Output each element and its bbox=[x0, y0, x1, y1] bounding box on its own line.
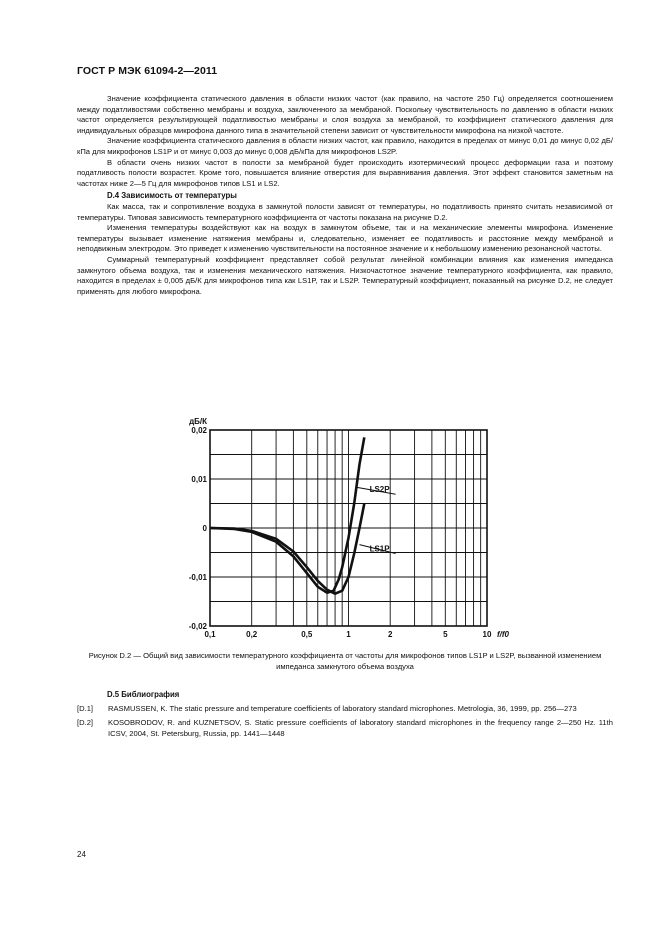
series-line-ls2p bbox=[210, 437, 364, 592]
paragraph: В области очень низких частот в полости за мембраной будет происходить изотермический процесс деформации газа и поэтому податливость полости возрастет. Кроме того, повышается влияние отверстия для выравнивания давления. Этот эффект становится заметным на частотах ниже 2—5 Гц для микрофонов типов LS1 и LS2. bbox=[77, 157, 613, 188]
figure-caption: Рисунок D.2 — Общий вид зависимости температурного коэффициента от частоты для микрофонов типов LS1P и LS2P, вызванной изменением импеданса замкнутого объема воздуха bbox=[88, 651, 602, 671]
x-tick-label: 10 bbox=[482, 630, 492, 639]
reference-item bbox=[77, 718, 613, 740]
x-axis-label: f/f0 bbox=[497, 630, 509, 639]
bibliography-list bbox=[77, 704, 613, 742]
reference-item bbox=[77, 704, 613, 715]
paragraph: Суммарный температурный коэффициент представляет собой результат линейной комбинации влияния как изменения импеданса замкнутого объема воздуха, так и изменения механического натяжения. Низкочастотное значение температурного коэффициента, как правило, находится в пределах ± 0,005 дБ/К для микрофонов типа как LS1P, так и LS2P. Температурный коэффициент, показанный на рисунке D.2, не следует применять для любого микрофона. bbox=[77, 254, 613, 296]
y-axis-label: дБ/К bbox=[189, 417, 207, 426]
x-tick-label: 0,5 bbox=[301, 630, 313, 639]
x-tick-label: 5 bbox=[443, 630, 448, 639]
x-tick-label: 0,2 bbox=[246, 630, 258, 639]
paragraph: Как масса, так и сопротивление воздуха в замкнутой полости зависят от температуры, но податливость принято считать независимой от температуры. Типовая зависимость температурного коэффициента от частоты показана на рисунке D.2. bbox=[77, 201, 613, 222]
paragraph: Значение коэффициента статического давления в области низких частот (как правило, на частоте 250 Гц) определяется соотношением между податливостями собственно мембраны и воздуха, заключенного за мембраной. Поскольку чувствительность по давлению в области низких частот определяется результирующей податливостью мембраны и слоя воздуха за мембраной, то коэффициент статического давления для индивидуальных образцов микрофона данного типа в значительной степени зависит от чувствительности микрофона на низкой частоте. bbox=[77, 94, 613, 135]
reference-text: KOSOBRODOV, R. and KUZNETSOV, S. Static pressure coefficients of laboratory standard microphones in the frequency range 2—250 Hz. 11th ICSV, 2004, St. Petersburg, Russia, pp. 1441—1448 bbox=[108, 717, 613, 738]
document-header: ГОСТ Р МЭК 61094-2—2011 bbox=[77, 65, 218, 77]
x-tick-label: 2 bbox=[387, 630, 393, 639]
paragraph: Значение коэффициента статического давления в области низких частот, как правило, находится в пределах от минус 0,01 до минус 0,02 дБ/кПа для микрофонов LS1P и от минус 0,003 до минус 0,008 дБ/кПа для микрофонов LS2P. bbox=[77, 136, 613, 156]
body-text bbox=[77, 94, 613, 297]
chart-svg bbox=[170, 408, 520, 648]
y-tick-label: 0,01 bbox=[191, 475, 207, 484]
series-label-ls2p: LS2P bbox=[369, 485, 390, 495]
page-number: 24 bbox=[77, 850, 86, 859]
reference-number: [D.2] bbox=[77, 717, 94, 727]
series-line-ls1p bbox=[210, 504, 364, 594]
x-tick-label: 0,1 bbox=[204, 630, 216, 639]
section-heading-d5: D.5 Библиография bbox=[107, 690, 180, 699]
x-tick-label: 1 bbox=[346, 630, 351, 639]
y-tick-label: 0,02 bbox=[191, 426, 207, 435]
y-tick-label: -0,02 bbox=[188, 622, 207, 631]
temperature-coefficient-chart bbox=[170, 408, 520, 648]
y-tick-label: 0 bbox=[202, 524, 207, 533]
y-tick-label: -0,01 bbox=[188, 573, 207, 582]
paragraph: Изменения температуры воздействуют как на воздух в замкнутом объеме, так и на механические элементы микрофона. Изменение температуры вызывает изменение натяжения мембраны и, следовательно, изменяет ее податливость и расстояние между мембраной и неподвижным электродом. Это приведет к изменению чувствительности на постоянное значение и к небольшому изменению резонансной частоты. bbox=[77, 223, 613, 254]
reference-number: [D.1] bbox=[77, 704, 94, 713]
reference-text: RASMUSSEN, K. The static pressure and temperature coefficients of laboratory standard microphones. Metrologia, 36, 1999, pp. 256—273 bbox=[108, 704, 577, 713]
section-heading-d4: D.4 Зависимость от температуры bbox=[107, 191, 237, 201]
series-label-ls1p: LS1P bbox=[369, 544, 390, 554]
